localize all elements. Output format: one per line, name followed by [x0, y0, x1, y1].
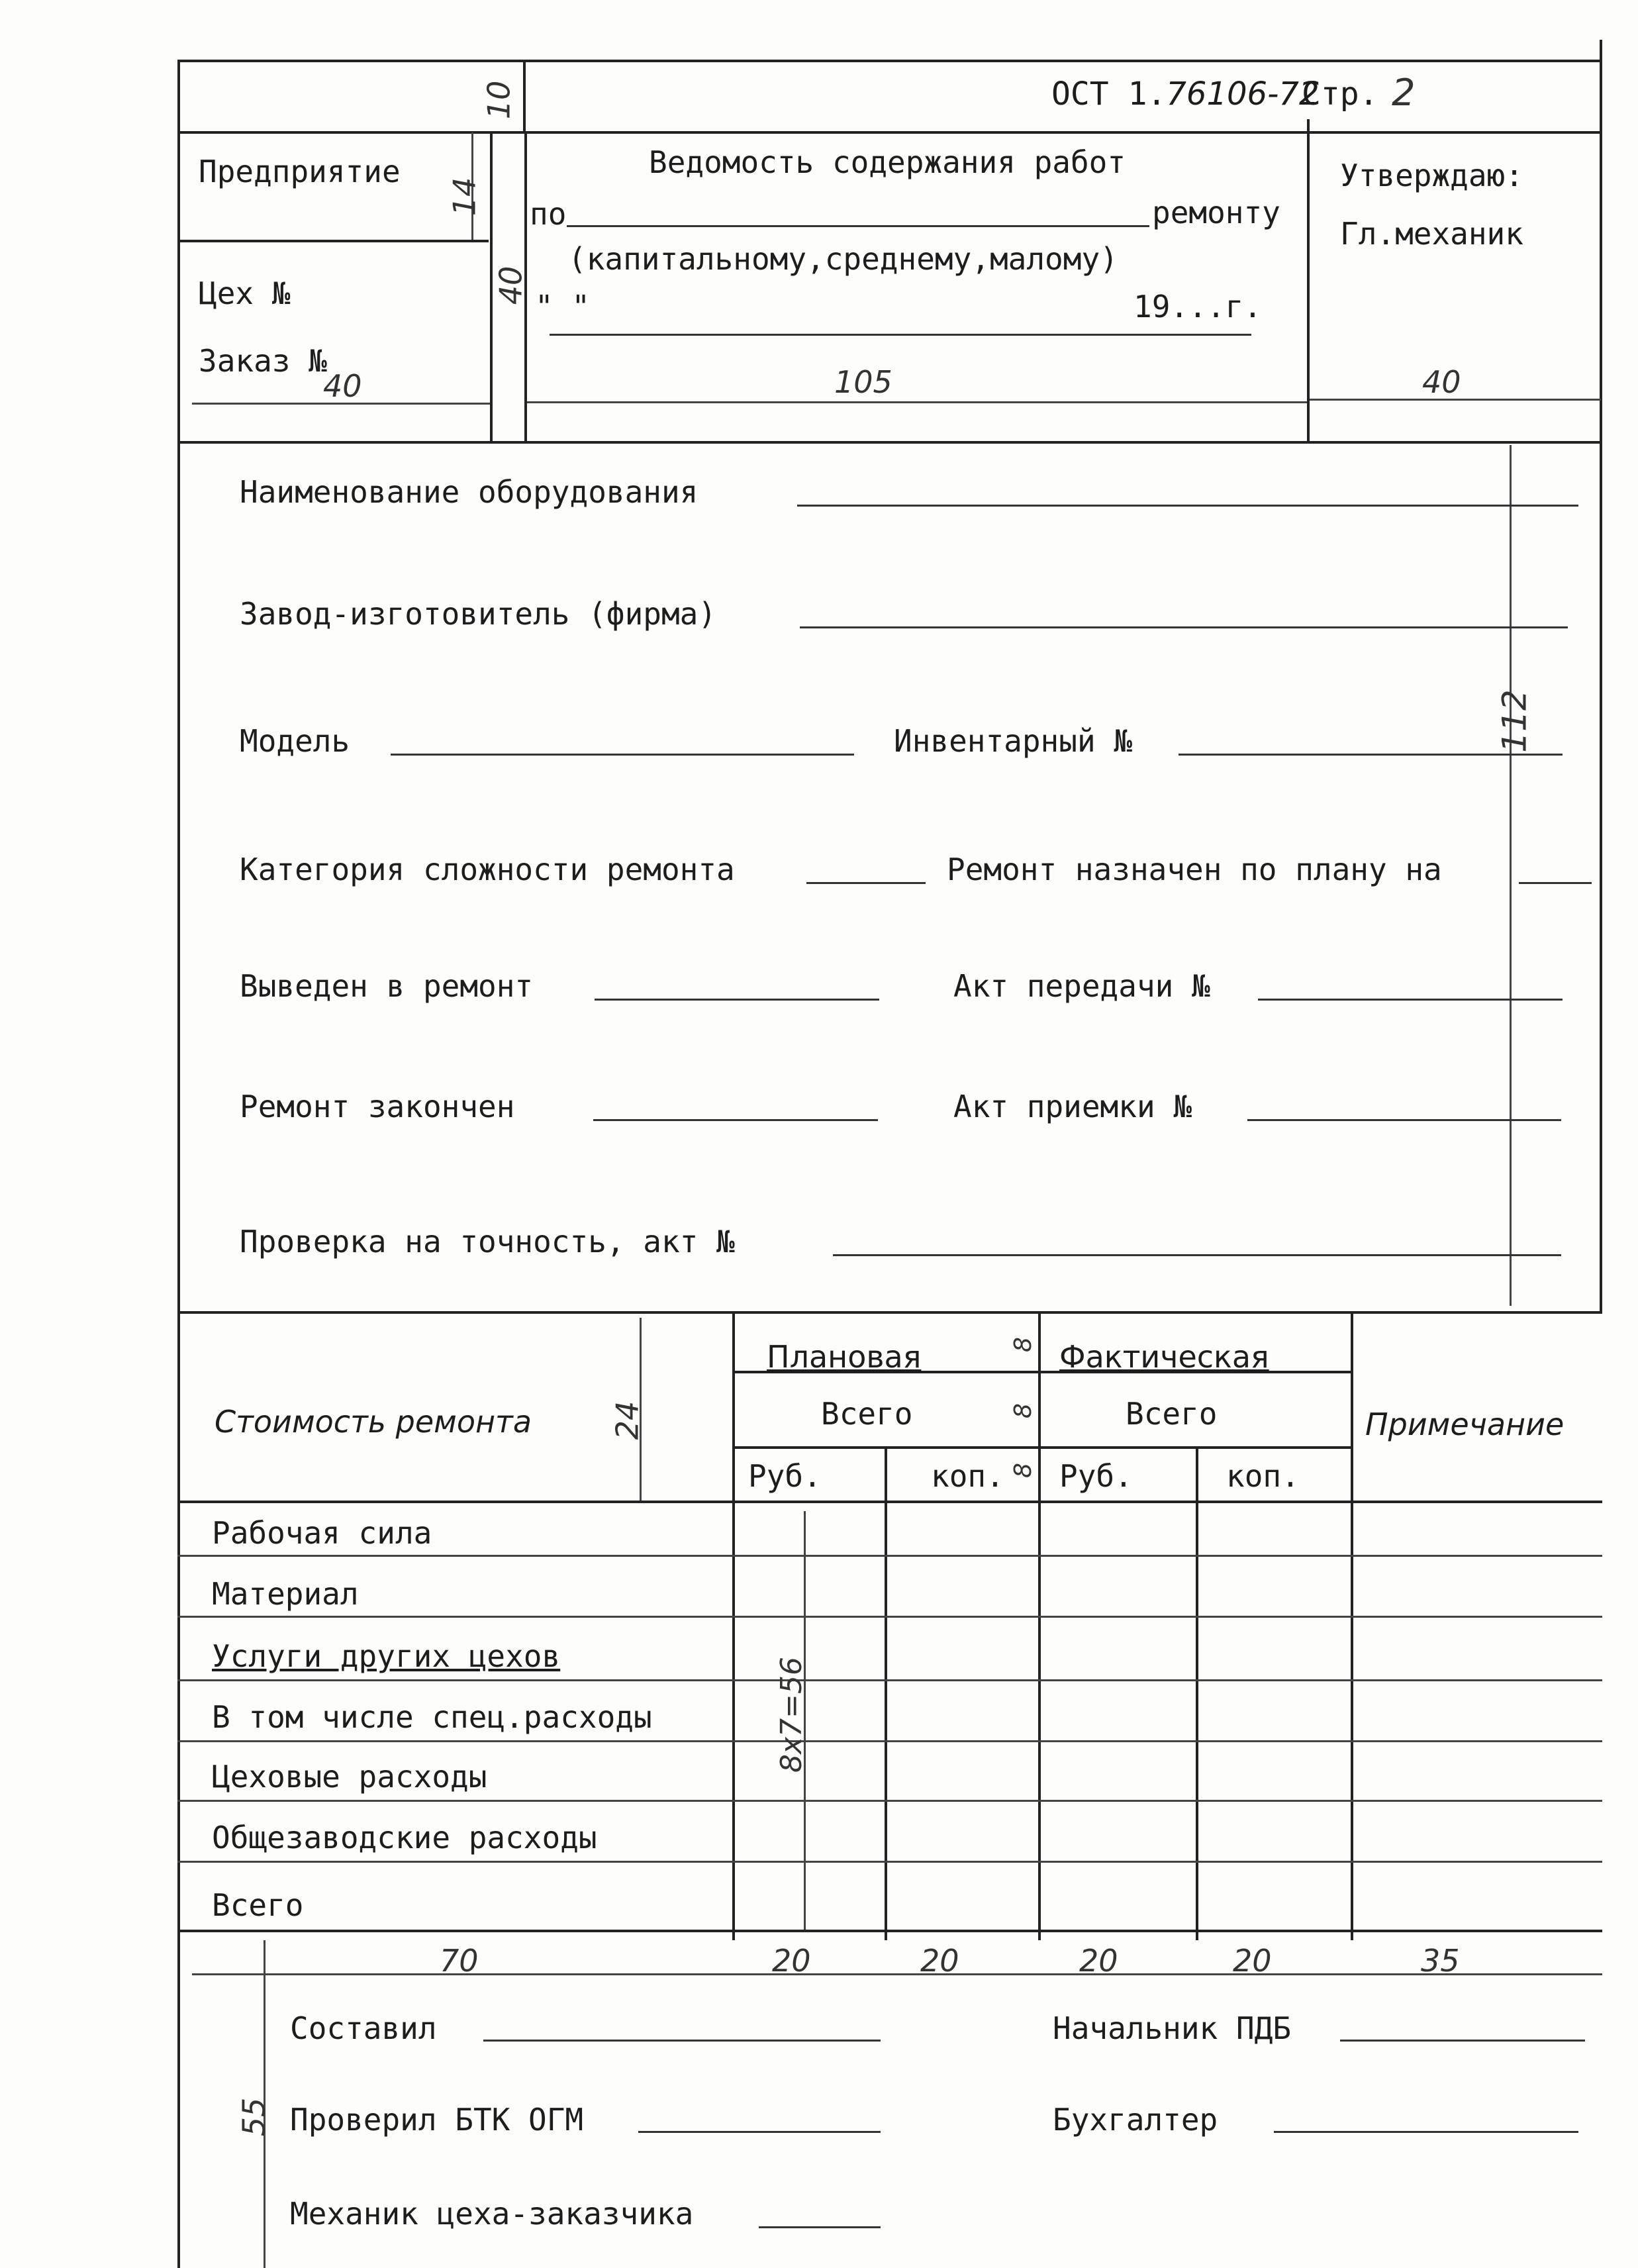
row-label-material: Материал: [212, 1576, 359, 1612]
cost-col-4: [1196, 1446, 1198, 1940]
row-label-plant: Общезаводские расходы: [212, 1820, 597, 1855]
dim-col-4: 20: [1079, 1943, 1118, 1979]
dim-left-width: 40: [323, 368, 362, 404]
chief-mechanic-label: Гл.механик: [1340, 216, 1523, 252]
actual-label: Фактическая: [1059, 1339, 1269, 1375]
dim-8b: 8: [1009, 1403, 1037, 1418]
dim-mid-height: 40: [493, 266, 529, 305]
dim-section-height: 112: [1495, 689, 1534, 753]
dim-col-3: 20: [920, 1943, 959, 1979]
transfer-act-input[interactable]: [1258, 999, 1563, 1001]
category-label: Категория сложности ремонта: [240, 852, 735, 887]
dim-rows: 8x7=56: [774, 1657, 808, 1773]
row-label-special: В том числе спец.расходы: [212, 1699, 652, 1735]
cost-table-bottom: [177, 1930, 1602, 1932]
planned-kop-label: коп.: [931, 1458, 1004, 1494]
accuracy-check-input[interactable]: [833, 1254, 1561, 1256]
cost-title: Стоимость ремонта: [215, 1404, 532, 1440]
row-line-4: [177, 1740, 1602, 1742]
dim-right-width: 40: [1422, 364, 1461, 400]
accuracy-check-label: Проверка на точность, акт №: [240, 1224, 735, 1259]
dim-cols-line: [192, 1973, 1602, 1975]
date-quotes: " ": [535, 289, 591, 324]
cost-col-2: [885, 1446, 887, 1940]
dim-section-line: [1510, 445, 1512, 1306]
fields-bottom-line: [177, 1311, 1602, 1314]
finished-input[interactable]: [593, 1119, 878, 1121]
cost-col-1: [732, 1312, 735, 1940]
dim-col-2: 20: [772, 1943, 811, 1979]
checked-input[interactable]: [638, 2131, 881, 2133]
planned-for-label: Ремонт назначен по плану на: [947, 852, 1442, 887]
manufacturer-label: Завод-изготовитель (фирма): [240, 596, 717, 632]
dim-top-height: 10: [481, 80, 517, 120]
statement-po: по: [530, 196, 567, 232]
enterprise-label: Предприятие: [199, 154, 401, 189]
cost-header-bottom: [177, 1501, 1602, 1503]
planned-total-label: Всего: [821, 1396, 913, 1432]
transfer-act-label: Акт передачи №: [953, 968, 1210, 1004]
dim-signature-height: 55: [236, 2097, 272, 2137]
taken-in-input[interactable]: [595, 999, 879, 1001]
date-line: [550, 334, 1251, 336]
dim-mid-arrow: [527, 401, 1308, 403]
repair-type-line: [567, 225, 1149, 227]
total-underline: [732, 1446, 1351, 1449]
dim-enterprise-height: 14: [446, 177, 483, 217]
repair-kinds: (капитальному,среднему,малому): [568, 241, 1118, 277]
row-line-3: [177, 1679, 1602, 1681]
enterprise-cell-bottom: [177, 240, 489, 242]
row-label-services: Услуги других цехов: [212, 1638, 561, 1674]
statement-title: Ведомость содержания работ: [649, 144, 1126, 180]
approve-label: Утверждаю:: [1340, 158, 1523, 193]
accountant-input[interactable]: [1274, 2131, 1578, 2133]
inventory-label: Инвентарный №: [894, 723, 1133, 759]
checked-label: Проверил БТК ОГМ: [290, 2102, 584, 2138]
row-label-total: Всего: [212, 1887, 304, 1923]
row-line-6: [177, 1861, 1602, 1863]
header-mid-divider: [524, 132, 527, 444]
dim-mid-width: 105: [834, 364, 892, 400]
row-line-2: [177, 1616, 1602, 1618]
cost-col-3: [1038, 1312, 1041, 1940]
taken-in-label: Выведен в ремонт: [240, 968, 534, 1004]
frame-right-line: [1600, 40, 1602, 1311]
dim-right-arrow: [1310, 399, 1601, 401]
planned-for-input[interactable]: [1519, 882, 1592, 884]
planned-label: Плановая: [767, 1339, 922, 1375]
document-code: ОСТ 1.76106-72: [1051, 75, 1320, 113]
head-pdb-input[interactable]: [1340, 2040, 1585, 2042]
date-year: 19...г.: [1133, 289, 1262, 324]
dim-col-6: 35: [1421, 1943, 1460, 1979]
dim-col-1: 70: [440, 1943, 479, 1979]
acceptance-act-label: Акт приемки №: [953, 1089, 1192, 1124]
frame-top-line: [177, 60, 1602, 62]
cost-col-5: [1351, 1312, 1353, 1940]
dim-col-5: 20: [1233, 1943, 1272, 1979]
dim-8a: 8: [1009, 1337, 1037, 1352]
row-line-5: [177, 1800, 1602, 1802]
mechanic-input[interactable]: [759, 2226, 881, 2228]
model-input[interactable]: [391, 754, 854, 756]
finished-label: Ремонт закончен: [240, 1089, 515, 1124]
actual-rub-label: Руб.: [1059, 1458, 1133, 1494]
actual-total-label: Всего: [1126, 1396, 1218, 1432]
order-label: Заказ №: [199, 343, 327, 379]
planned-rub-label: Руб.: [748, 1458, 822, 1494]
category-input[interactable]: [806, 882, 926, 884]
workshop-label: Цех №: [199, 275, 291, 311]
row-label-labor: Рабочая сила: [212, 1515, 432, 1551]
note-label: Примечание: [1365, 1406, 1565, 1442]
equipment-name-input[interactable]: [797, 505, 1578, 507]
dim-8c: 8: [1009, 1463, 1037, 1478]
header-right-divider: [1307, 119, 1310, 444]
header-row1-bottom: [177, 131, 1602, 134]
mechanic-label: Механик цеха-заказчика: [290, 2196, 694, 2232]
page-label: Стр.: [1302, 75, 1378, 113]
equipment-name-label: Наименование оборудования: [240, 474, 699, 510]
header-top-divider: [523, 60, 526, 132]
compiled-input[interactable]: [483, 2040, 881, 2042]
actual-kop-label: коп.: [1226, 1458, 1300, 1494]
accountant-label: Бухгалтер: [1053, 2102, 1218, 2138]
compiled-label: Составил: [290, 2010, 437, 2046]
dim-header-height: 24: [609, 1401, 646, 1440]
inventory-input[interactable]: [1179, 754, 1563, 756]
head-pdb-label: Начальник ПДБ: [1053, 2010, 1292, 2046]
frame-left-line: [177, 60, 180, 2268]
dim-left-arrow: [192, 403, 490, 405]
acceptance-act-input[interactable]: [1247, 1119, 1561, 1121]
model-label: Модель: [240, 723, 350, 759]
header-bottom-line: [177, 441, 1602, 444]
row-label-shop: Цеховые расходы: [212, 1759, 487, 1795]
statement-remontu: ремонту: [1152, 195, 1280, 230]
page-number: 2: [1392, 72, 1416, 115]
manufacturer-input[interactable]: [800, 626, 1568, 628]
row-line-1: [177, 1555, 1602, 1557]
